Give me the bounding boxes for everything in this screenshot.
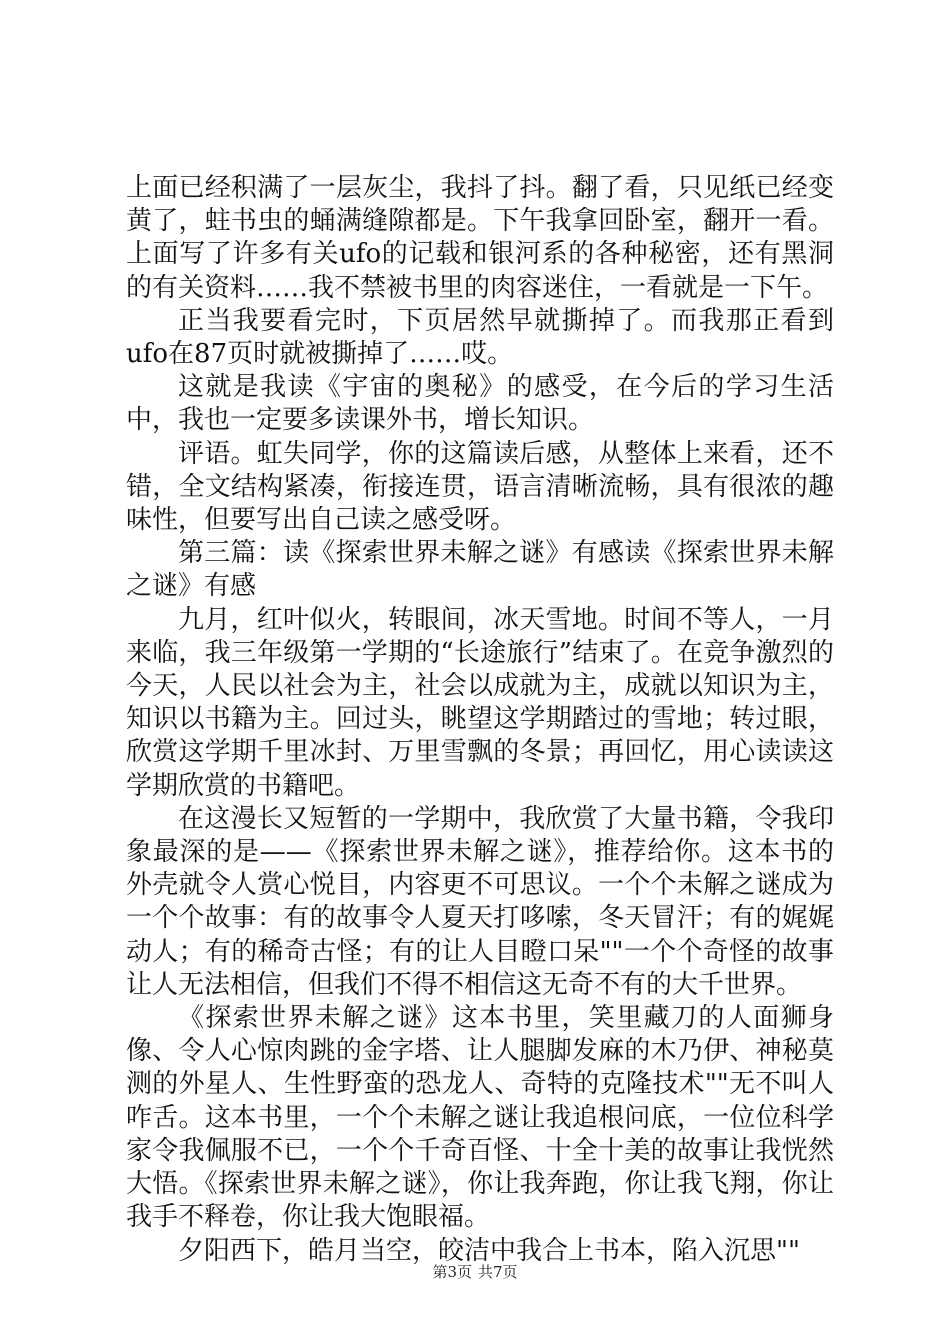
paragraph: 《探索世界未解之谜》这本书里，笑里藏刀的人面狮身像、令人心惊肉跳的金字塔、让人腿脚发麻的木乃伊、神秘莫测的外星人、生性野蛮的恐龙人、奇特的克隆技术""无不叫人咋舌。这本书里，一个个未解之谜让我追根问底，一位位科学家令我佩服不已，一个个千奇百怪、十全十美的故事让我恍然大悟。《探索世界未解之谜》，你让我奔跑，你让我飞翔，你让我手不释卷，你让我大饱眼福。 — [126, 1003, 834, 1233]
paragraph: 正当我要看完时，下页居然早就撕掉了。而我那正看到ufo在87页时就被撕掉了……哎。 — [126, 305, 834, 370]
section-heading: 第三篇：读《探索世界未解之谜》有感读《探索世界未解之谜》有感 — [126, 538, 834, 602]
page-footer — [0, 1262, 950, 1282]
paragraph-continuation: 上面已经积满了一层灰尘，我抖了抖。翻了看，只见纸已经变黄了，蛀书虫的蛹满缝隙都是。下午我拿回卧室，翻开一看。上面写了许多有关ufo的记载和银河系的各种秘密，还有黑洞的有关资料……我不禁被书里的肉容迷住，一看就是一下午。 — [126, 173, 834, 303]
page-number-total: 共7页 — [478, 1263, 518, 1281]
paragraph: 在这漫长又短暂的一学期中，我欣赏了大量书籍，令我印象最深的是——《探索世界未解之谜》，推荐给你。这本书的外壳就令人赏心悦目，内容更不可思议。一个个未解之谜成为一个个故事：有的故事令人夏天打哆嗦，冬天冒汗；有的娓娓动人；有的稀奇古怪；有的让人目瞪口呆""一个个奇怪的故事让人无法相信，但我们不得不相信这无奇不有的大千世界。 — [126, 803, 834, 1000]
paragraph: 九月，红叶似火，转眼间，冰天雪地。时间不等人，一月来临，我三年级第一学期的“长途旅行”结束了。在竞争激烈的今天，人民以社会为主，社会以成就为主，成就以知识为主，知识以书籍为主。回过头，眺望这学期踏过的雪地；转过眼，欣赏这学期千里冰封、万里雪飘的冬景；再回忆，用心读读这学期欣赏的书籍吧。 — [126, 604, 834, 801]
paragraph: 夕阳西下，皓月当空，皎洁中我合上书本，陷入沉思"" — [178, 1235, 800, 1266]
document-body — [126, 172, 834, 1268]
paragraph-comment: 评语。虹失同学，你的这篇读后感，从整体上来看，还不错，全文结构紧凑，衔接连贯，语言清晰流畅，具有很浓的趣味性，但要写出自己读之感受呀。 — [126, 438, 834, 536]
page-number-current: 第3页 — [432, 1263, 472, 1281]
paragraph: 这就是我读《宇宙的奥秘》的感受，在今后的学习生活中，我也一定要多读课外书，增长知识。 — [126, 372, 834, 436]
